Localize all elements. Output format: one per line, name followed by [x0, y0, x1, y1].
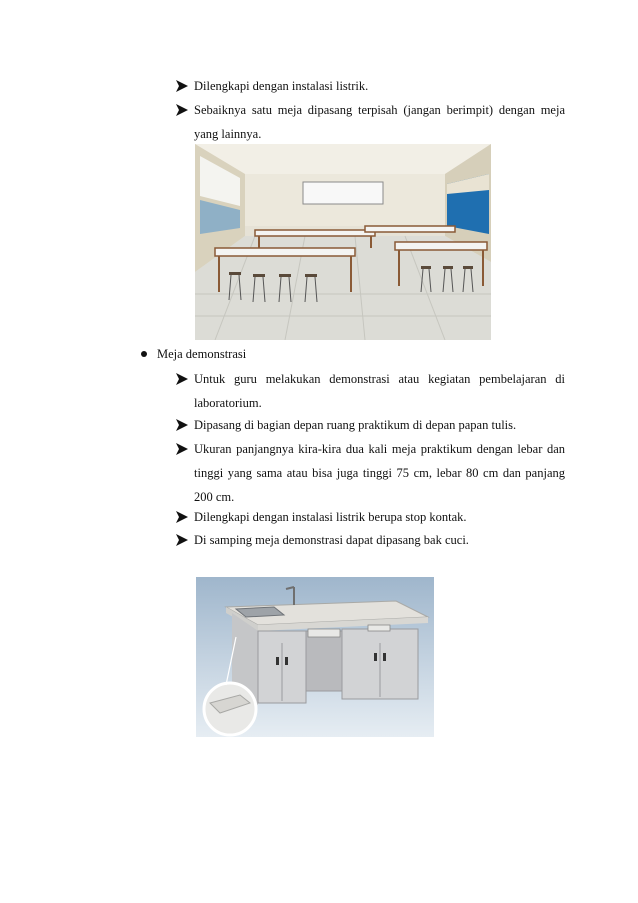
list-item [175, 505, 565, 529]
list-item-text: Di samping meja demonstrasi dapat dipasang bak cuci. [194, 533, 469, 547]
list-item [175, 367, 565, 415]
arrow-bullet-icon [175, 528, 191, 555]
arrow-bullet-icon [175, 437, 191, 464]
list-item [175, 413, 565, 437]
list-item-text: Sebaiknya satu meja dipasang terpisah (jangan berimpit) dengan meja yang lainnya. [194, 103, 565, 141]
arrow-bullet-icon [175, 413, 191, 440]
demonstration-desk-photo [196, 577, 434, 737]
list-item [175, 437, 565, 509]
laboratory-room-photo [195, 144, 491, 340]
list-item-text: Dilengkapi dengan instalasi listrik berupa stop kontak. [194, 510, 467, 524]
list-item-text: Dipasang di bagian depan ruang praktikum di depan papan tulis. [194, 418, 517, 432]
arrow-bullet-icon [175, 367, 191, 394]
list-item-text: Ukuran panjangnya kira-kira dua kali meja praktikum dengan lebar dan tinggi yang sama atau bisa juga tinggi 75 cm, lebar 80 cm dan panjang 200 cm. [194, 442, 565, 504]
list-item-text: Dilengkapi dengan instalasi listrik. [194, 79, 369, 93]
arrow-bullet-icon [175, 98, 191, 125]
list-item-text: Meja demonstrasi [157, 347, 247, 361]
list-item [175, 98, 565, 146]
list-item [175, 528, 565, 552]
list-item [140, 342, 560, 366]
list-item [175, 74, 565, 98]
round-bullet-icon [140, 342, 150, 366]
list-item-text: Untuk guru melakukan demonstrasi atau kegiatan pembelajaran di laboratorium. [194, 372, 565, 410]
arrow-bullet-icon [175, 74, 191, 101]
